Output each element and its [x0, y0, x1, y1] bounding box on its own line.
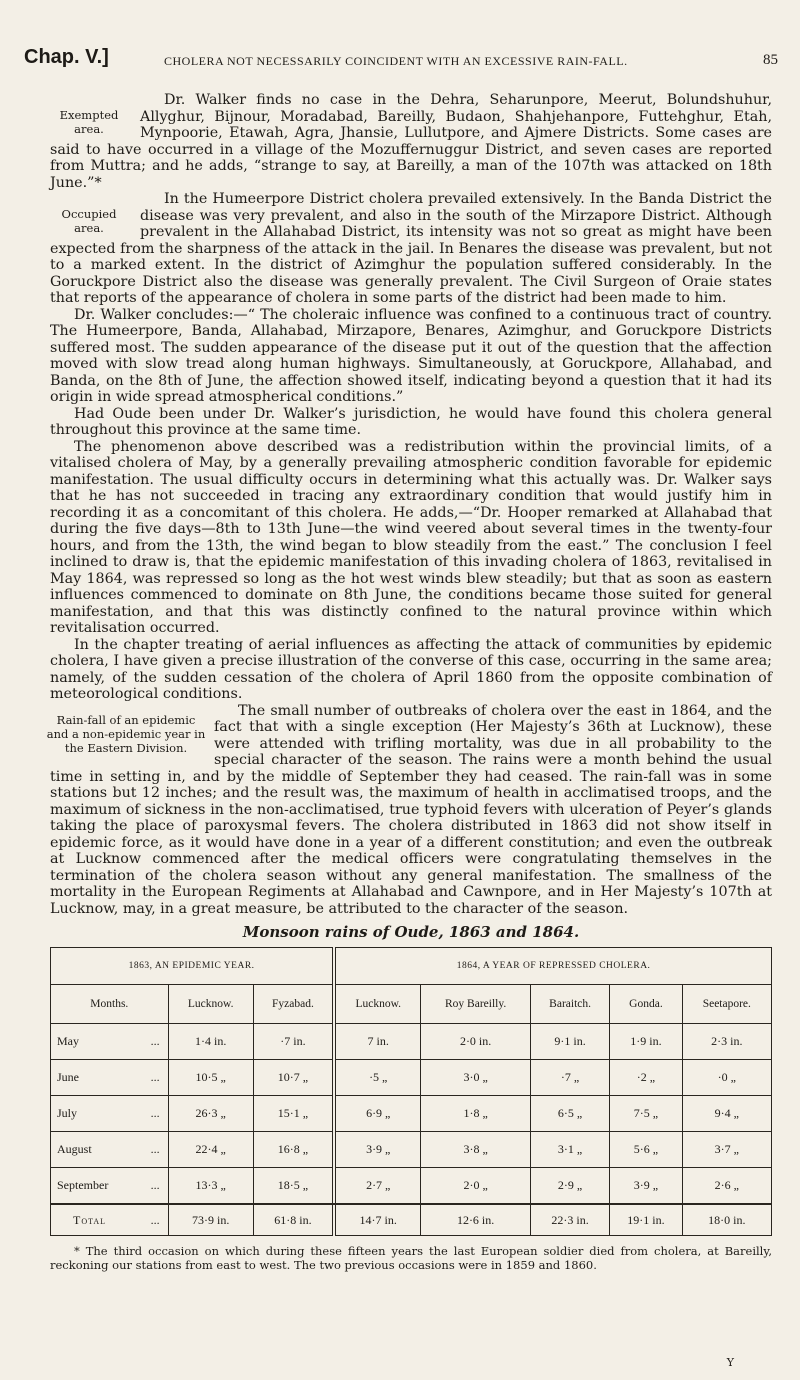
group-header-1864: 1864, A YEAR OF REPRESSED CHOLERA. [336, 948, 772, 985]
table-body [51, 1024, 772, 1236]
margin-note-exempted: Exempted area. [59, 108, 119, 136]
rainfall-cell: 2·9 „ [530, 1168, 609, 1205]
month-label: July [57, 1106, 78, 1120]
rainfall-cell: 13·3 „ [168, 1168, 253, 1205]
rainfall-cell: ·5 „ [336, 1060, 421, 1096]
rainfall-cell: ·2 „ [610, 1060, 682, 1096]
month-label: August [57, 1142, 92, 1156]
rainfall-cell: 2·7 „ [336, 1168, 421, 1205]
rainfall-cell: 73·9 in. [168, 1204, 253, 1236]
column-header: Lucknow. [168, 985, 253, 1024]
rainfall-cell: 22·3 in. [530, 1204, 609, 1236]
table-caption: Monsoon rains of Oude, 1863 and 1864. [242, 923, 580, 941]
table-row [51, 1060, 772, 1096]
month-cell [51, 1096, 169, 1132]
rainfall-cell: 3·7 „ [682, 1132, 771, 1168]
table-group-header [51, 948, 772, 985]
month-cell [51, 1168, 169, 1205]
leader-dots: ... [150, 1106, 160, 1120]
rainfall-cell: 14·7 in. [336, 1204, 421, 1236]
month-cell [51, 1024, 169, 1060]
rainfall-cell: 5·6 „ [610, 1132, 682, 1168]
rainfall-cell: 26·3 „ [168, 1096, 253, 1132]
table-row [51, 1024, 772, 1060]
paragraph: In the Humeerpore District cholera prevailed extensively. In the Banda District the disease was very prevalent, and also in the south of the Mirzapore District. Although prevalent in the Allahabad District, its intensity was not so great as might have been expected from the sharpness of the attack in the jail. In Benares the disease was prevalent, but not to a marked extent. In the district of Azimghur the population suffered considerably. In the Goruckpore District also the disease was generally prevalent. The Civil Surgeon of Oraie states that reports of the appearance of cholera in some parts of the district had been made to him. [50, 191, 772, 306]
paragraph: Dr. Walker concludes:—“ The choleraic influence was confined to a continuous tract of country. The Humeerpore, Banda, Allahabad, Mirzapore, Benares, Azimghur, and Goruckpore Districts suffered most. The sudden appearance of the disease put it out of the question that the affection moved with slow tread along human highways. Simultaneously, at Goruckpore, Allahabad, and Banda, on the 8th of June, the affection showed itself, indicating beyond a question that it had its origin in wide spread atmospherical conditions.” [50, 306, 772, 405]
leader-dots: ... [150, 1142, 160, 1156]
rainfall-table [50, 947, 772, 1236]
rainfall-cell: 7·5 „ [610, 1096, 682, 1132]
rainfall-cell: 9·1 in. [530, 1024, 609, 1060]
rainfall-cell: 15·1 „ [253, 1096, 332, 1132]
table-total-row [51, 1204, 772, 1236]
table-row [51, 1132, 772, 1168]
paragraph: In the chapter treating of aerial influences as affecting the attack of communities by epidemic cholera, I have given a precise illustration of the converse of this case, occurring in the same area; namely, of the sudden cessation of the cholera of April 1860 from the opposite combination of meteorological conditions. [50, 636, 772, 702]
rainfall-cell: 16·8 „ [253, 1132, 332, 1168]
month-cell [51, 1060, 169, 1096]
leader-dots: ... [150, 1178, 160, 1192]
rainfall-cell: 2·0 in. [421, 1024, 531, 1060]
column-header: Months. [51, 985, 169, 1024]
paragraph: Dr. Walker finds no case in the Dehra, Seharunpore, Meerut, Bolundshuhur, Allyghur, Bijnour, Moradabad, Bareilly, Budaon, Shahjehanpore, Futtehghur, Etah, Mynpoorie, Etawah, Agra, Jhansie, Lullutpore, and Ajmere Districts. Some cases are said to have occurred in a village of the Mozuffernuggur District, and seven cases are reported from Muttra; and he adds, “strange to say, at Bareilly, a man of the 107th was attacked on 18th June.”* [50, 92, 772, 191]
paragraph: The phenomenon above described was a redistribution within the provincial limits, of a vitalised cholera of May, by a generally prevailing atmospheric condition favorable for epidemic manifestation. The usual difficulty occurs in determining what this actually was. Dr. Walker says that he has not succeeded in tracing any extraordinary condition that would justify him in recording it as a concomitant of this cholera. He adds,—“Dr. Hooper remarked at Allahabad that during the five days—8th to 13th June—the wind veered about several times in the twenty-four hours, and from the 13th, the wind began to blow steadily from the east.” The conclusion I feel inclined to draw is, that the epidemic manifestation of this invading cholera of 1863, revitalised in May 1864, was repressed so long as the hot west winds blew steadily; but that as soon as eastern influences commenced to dominate on 8th June, the conditions became those suited for general manifestation, and that this was distinctly confined to the natural province within which revitalisation occurred. [50, 438, 772, 636]
rainfall-cell: 10·7 „ [253, 1060, 332, 1096]
rainfall-cell: 1·4 in. [168, 1024, 253, 1060]
column-header: Baraitch. [530, 985, 609, 1024]
rainfall-cell: 6·5 „ [530, 1096, 609, 1132]
month-label: May [57, 1034, 79, 1048]
column-header: Gonda. [610, 985, 682, 1024]
rainfall-cell: 18·5 „ [253, 1168, 332, 1205]
rainfall-cell: 6·9 „ [336, 1096, 421, 1132]
month-cell [51, 1132, 169, 1168]
table-row [51, 1168, 772, 1205]
page-number: 85 [763, 52, 778, 68]
rainfall-cell: 19·1 in. [610, 1204, 682, 1236]
rainfall-cell: 2·6 „ [682, 1168, 771, 1205]
rainfall-cell: 3·9 „ [336, 1132, 421, 1168]
month-cell [51, 1204, 169, 1236]
rainfall-cell: 1·9 in. [610, 1024, 682, 1060]
rainfall-cell: 61·8 in. [253, 1204, 332, 1236]
rainfall-cell: ·7 in. [253, 1024, 332, 1060]
leader-dots: ... [150, 1212, 160, 1227]
page-body [46, 92, 772, 1272]
signature-mark: Y [726, 1356, 734, 1369]
paragraph: The small number of outbreaks of cholera over the east in 1864, and the fact that with a single exception (Her Majesty’s 36th at Lucknow), these were attended with trifling mortality, was due in all probability to the special character of the season. The rains were a month behind the usual time in setting in, and by the middle of September they had ceased. The rain-fall was in some stations but 12 inches; and the result was, the maximum of health in acclimatised troops, and the maximum of sickness in the non-acclimatised, true typhoid fevers with ulceration of Peyer’s glands taking the place of paroxysmal fevers. The cholera distributed in 1863 did not show itself in epidemic force, as it would have done in a year of a different constitution; and even the outbreak at Lucknow commenced after the medical officers were congratulating themselves in the termination of the cholera season without any general manifestation. The smallness of the mortality in the European Regiments at Allahabad and Cawnpore, and in Her Majesty’s 107th at Lucknow, may, in a great measure, be attributed to the character of the season. [50, 702, 772, 917]
rainfall-cell: 12·6 in. [421, 1204, 531, 1236]
rainfall-cell: 18·0 in. [682, 1204, 771, 1236]
rainfall-cell: 2·0 „ [421, 1168, 531, 1205]
page-header [24, 46, 778, 74]
rainfall-cell: 9·4 „ [682, 1096, 771, 1132]
month-label: September [57, 1178, 109, 1192]
month-label: Total [73, 1212, 107, 1227]
rainfall-cell: 1·8 „ [421, 1096, 531, 1132]
margin-note-occupied: Occupied area. [61, 207, 117, 235]
paragraph: Had Oude been under Dr. Walker’s jurisdiction, he would have found this cholera general throughout this province at the same time. [50, 405, 772, 438]
column-header: Lucknow. [336, 985, 421, 1024]
rainfall-cell: 2·3 in. [682, 1024, 771, 1060]
footnote: * The third occasion on which during these fifteen years the last European soldier died from cholera, at Bareilly, reckoning our stations from east to west. The two previous occasions were in 1859 and 1860. [50, 1244, 772, 1272]
rainfall-cell: 10·5 „ [168, 1060, 253, 1096]
month-label: June [57, 1070, 79, 1084]
column-header: Seetapore. [682, 985, 771, 1024]
running-title: CHOLERA NOT NECESSARILY COINCIDENT WITH AN EXCESSIVE RAIN-FALL. [164, 54, 628, 68]
rainfall-cell: 7 in. [336, 1024, 421, 1060]
leader-dots: ... [150, 1034, 160, 1048]
table-column-header [51, 985, 772, 1024]
rainfall-cell: 3·9 „ [610, 1168, 682, 1205]
rainfall-cell: 3·0 „ [421, 1060, 531, 1096]
rainfall-cell: 22·4 „ [168, 1132, 253, 1168]
table-row [51, 1096, 772, 1132]
chapter-label: Chap. V.] [24, 46, 109, 68]
rainfall-cell: ·0 „ [682, 1060, 771, 1096]
group-header-1863: 1863, AN EPIDEMIC YEAR. [51, 948, 333, 985]
column-header: Roy Bareilly. [421, 985, 531, 1024]
rainfall-cell: ·7 „ [530, 1060, 609, 1096]
margin-note-rainfall: Rain-fall of an epidemic and a non-epidemic year in the Eastern Division. [46, 712, 206, 755]
rainfall-cell: 3·1 „ [530, 1132, 609, 1168]
rainfall-cell: 3·8 „ [421, 1132, 531, 1168]
column-header: Fyzabad. [253, 985, 332, 1024]
leader-dots: ... [150, 1070, 160, 1084]
